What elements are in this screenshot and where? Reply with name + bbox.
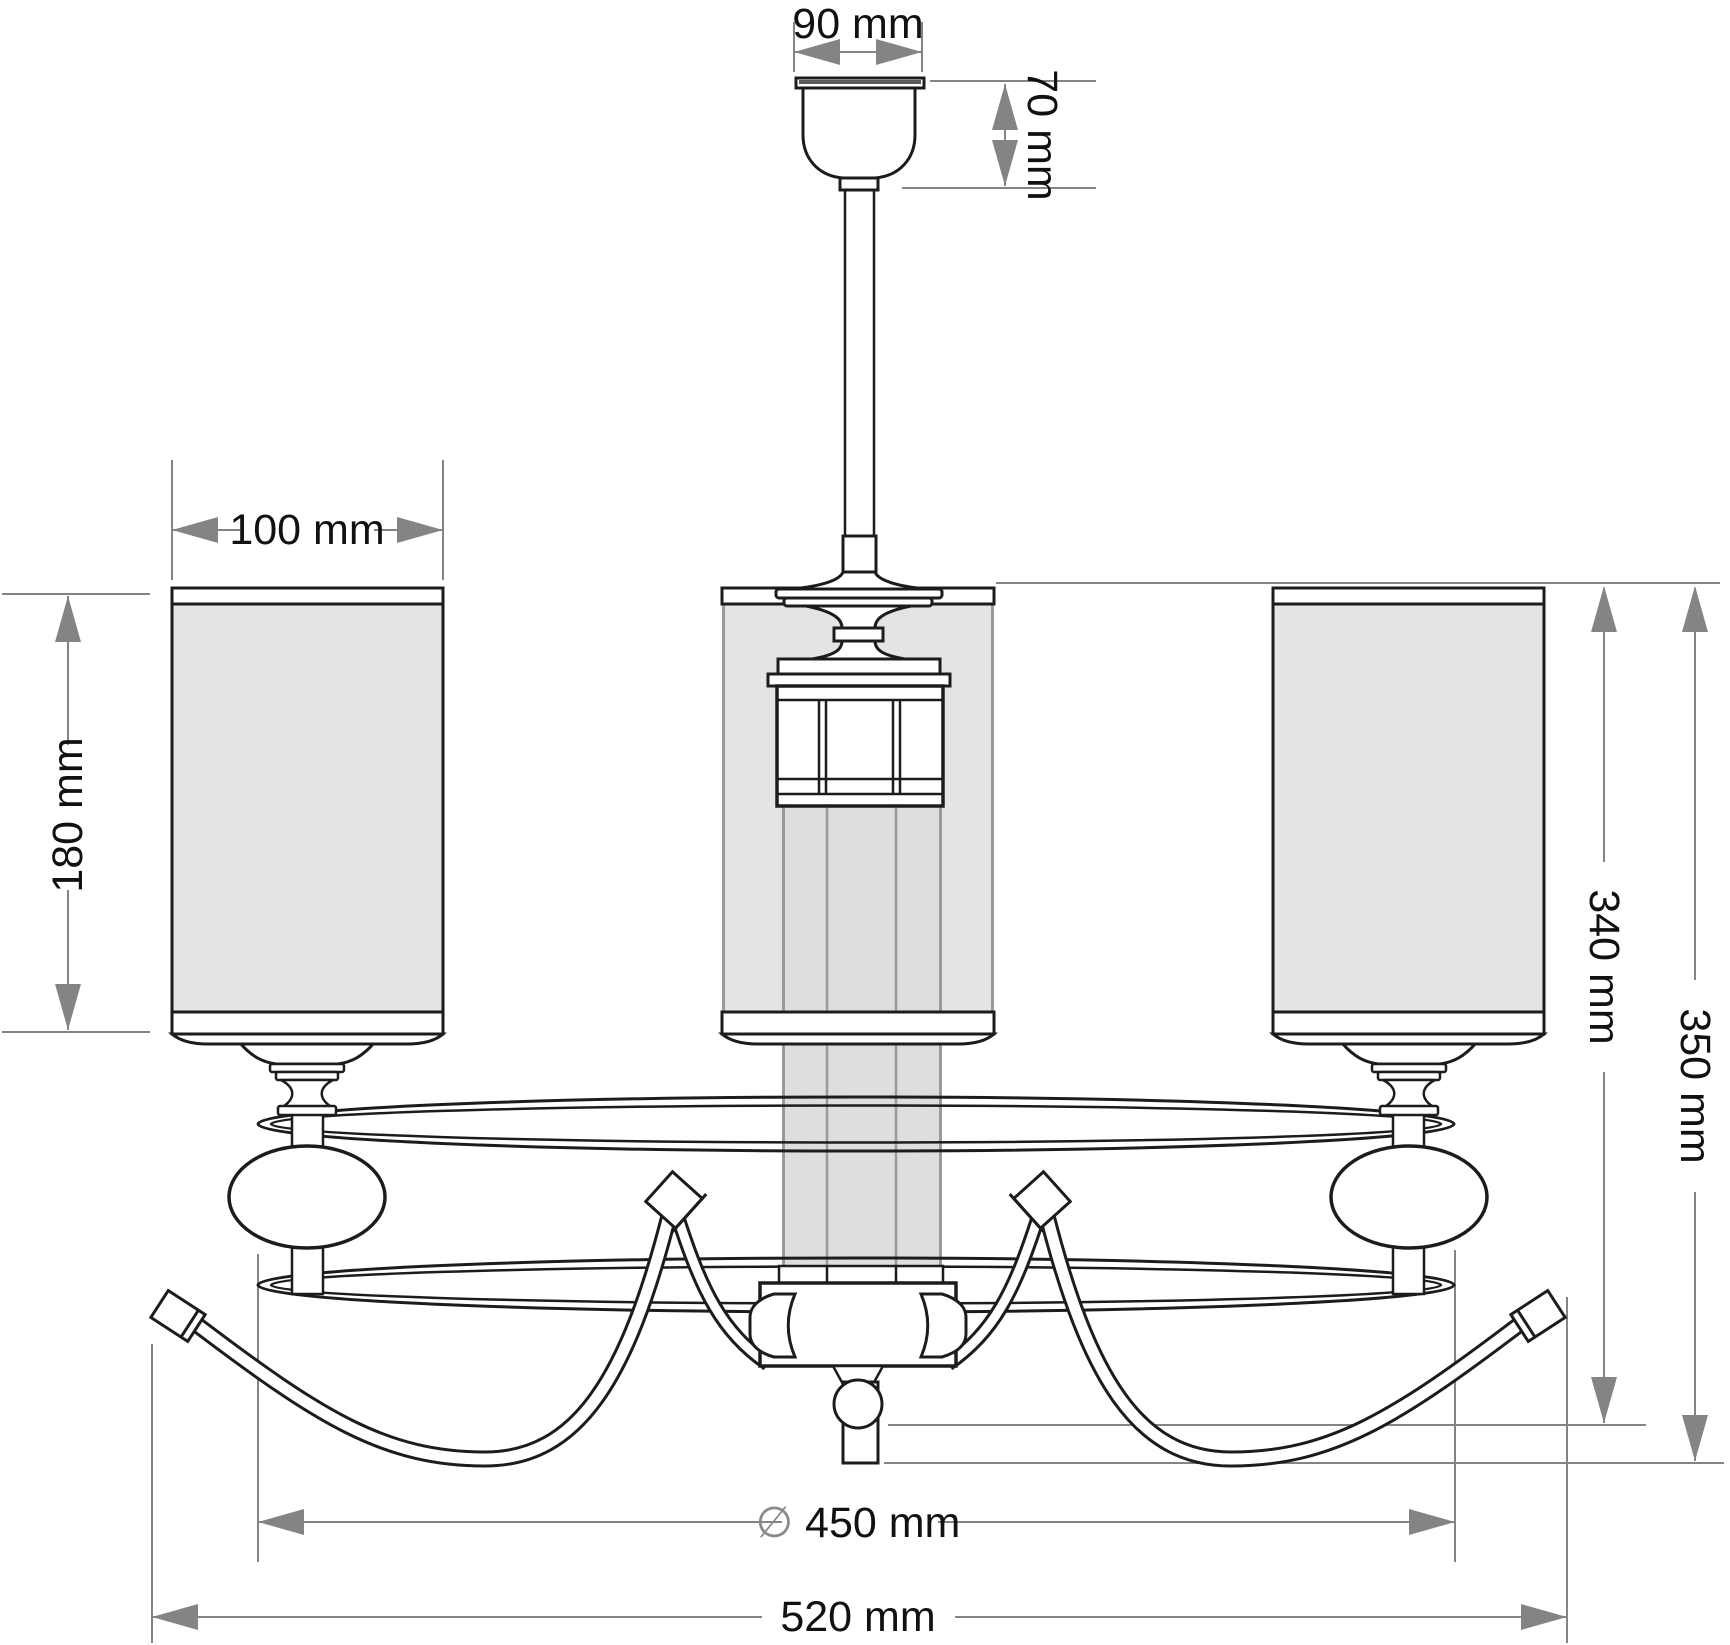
label-canopy-width: 90 mm	[792, 0, 924, 48]
canopy-cup	[803, 88, 915, 178]
arrow-icon	[1591, 586, 1617, 632]
left-shade	[172, 588, 443, 1044]
lantern-plinth-wide	[768, 674, 950, 686]
candle-collar	[278, 1106, 336, 1115]
hub-knob	[750, 1294, 795, 1357]
label-shade-height: 180 mm	[44, 737, 92, 893]
hub-knob	[921, 1294, 966, 1357]
arrow-icon	[172, 517, 218, 543]
arrow-icon	[258, 1509, 304, 1535]
baluster-ring	[834, 628, 883, 641]
center-shade-bottom-lip	[722, 1034, 994, 1044]
rod-collar	[843, 536, 876, 572]
label-body-height: 340 mm	[1580, 889, 1628, 1045]
arm-outline	[196, 1212, 670, 1459]
candle-cup	[240, 1043, 374, 1064]
arrow-icon	[992, 84, 1018, 130]
arrow-icon	[1591, 1377, 1617, 1423]
left-shade-top-band	[172, 588, 443, 604]
label-ring-diameter-value: 450 mm	[805, 1499, 961, 1547]
arrow-icon	[55, 596, 81, 642]
arrow-icon	[1682, 586, 1708, 632]
spreader-bell	[792, 572, 926, 589]
label-ring-diameter	[756, 1499, 961, 1547]
canopy-neck	[840, 178, 878, 190]
arrow-icon	[152, 1604, 198, 1630]
egg-ornament	[229, 1146, 385, 1248]
left-shade-bottom-band	[172, 1012, 443, 1034]
right-shade	[1273, 588, 1544, 1044]
arm-fill	[196, 1212, 670, 1459]
arrow-icon	[1682, 1415, 1708, 1461]
candle-spindle	[281, 1080, 333, 1108]
left-lamp-holder	[229, 1043, 385, 1294]
hub-collar	[779, 1266, 943, 1283]
holder-rod-lower	[292, 1244, 323, 1294]
arm-diamond-tip	[642, 1167, 707, 1232]
lantern-body	[777, 686, 943, 806]
bottom-finial	[833, 1366, 883, 1463]
canopy-plate-shadow	[799, 80, 921, 84]
arrow-icon	[55, 984, 81, 1030]
left-shade-bottom-lip	[172, 1034, 443, 1044]
lantern-plinth	[778, 659, 940, 674]
hanging-rod	[845, 190, 874, 536]
label-canopy-height: 70 mm	[1018, 69, 1066, 201]
label-overall-width: 520 mm	[780, 1593, 936, 1641]
arrow-icon	[992, 140, 1018, 186]
arrow-icon	[1409, 1509, 1455, 1535]
arrow-icon	[397, 517, 443, 543]
finial-ball	[834, 1380, 882, 1428]
label-overall-height: 350 mm	[1671, 1008, 1719, 1164]
label-shade-width: 100 mm	[229, 506, 385, 554]
diameter-symbol-icon: ∅	[755, 1499, 806, 1547]
left-shade-body	[172, 604, 443, 1012]
arrow-icon	[1521, 1604, 1567, 1630]
right-lamp-holder	[1331, 1043, 1487, 1294]
center-shade-bottom-band	[722, 1012, 994, 1034]
